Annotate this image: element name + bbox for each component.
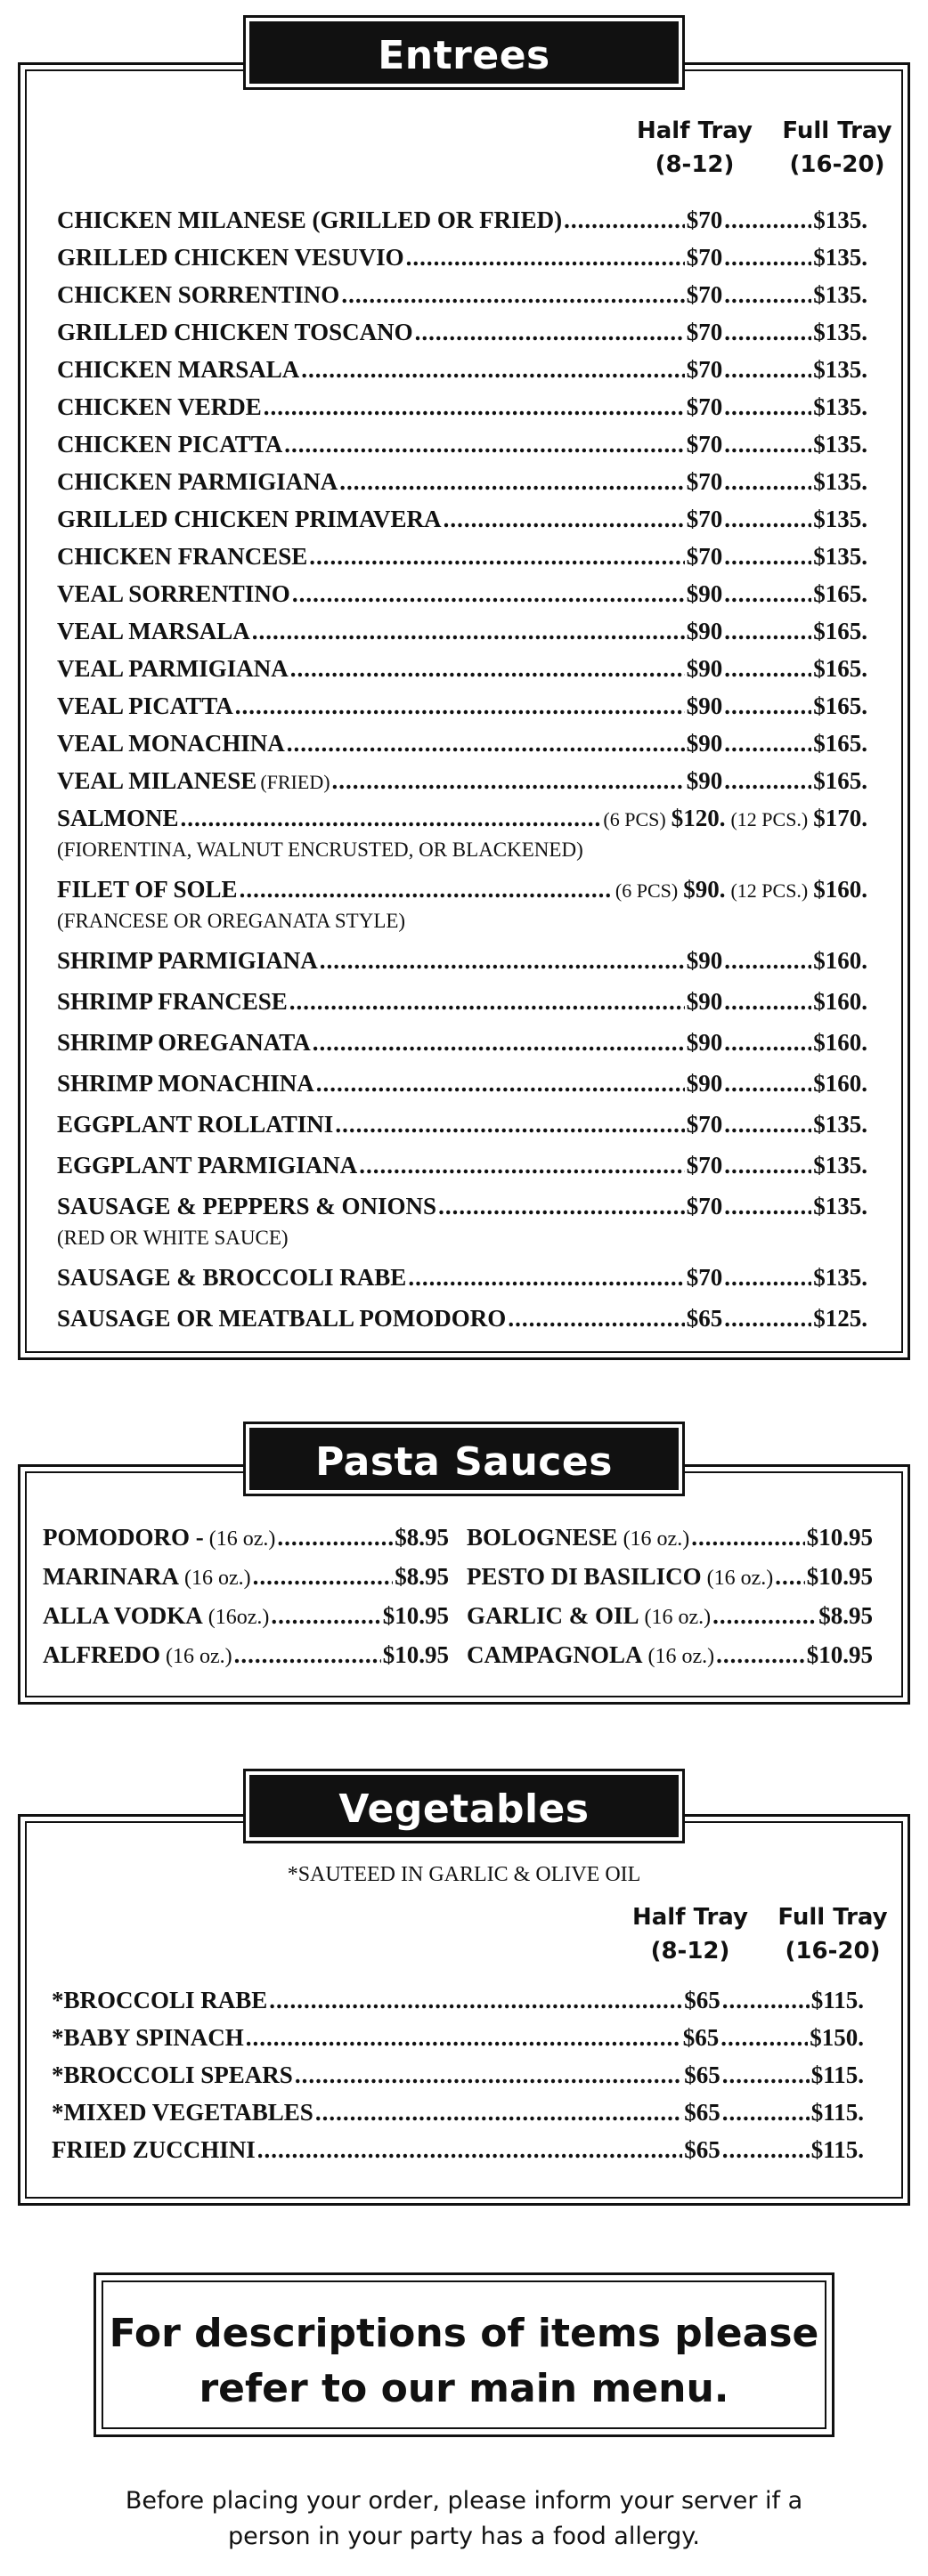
item-name: CHICKEN PICATTA — [57, 431, 283, 458]
sauce-item-row — [467, 1602, 873, 1636]
pasta-sauces-title: Pasta Sauces — [246, 1424, 682, 1494]
menu-item-row — [52, 2136, 864, 2170]
half-tray-price: $70 — [686, 543, 723, 570]
menu-item-row — [57, 580, 867, 614]
full-tray-price: $115. — [810, 2099, 864, 2126]
sauce-price: $10.95 — [806, 1524, 873, 1551]
half-tray-price: $65 — [684, 1987, 720, 2013]
dot-leader — [246, 2024, 681, 2052]
sauce-item-row — [43, 1563, 449, 1597]
dot-leader — [289, 988, 685, 1016]
menu-item-row — [57, 1029, 867, 1063]
sauce-size: (16oz.) — [208, 1606, 270, 1629]
dot-leader — [335, 1111, 684, 1138]
menu-item-row — [57, 281, 867, 315]
sauce-price: $8.95 — [395, 1524, 449, 1551]
half-tray-price: $70 — [686, 1264, 723, 1291]
menu-item-row — [57, 1152, 867, 1186]
entrees-half-tray-header: Half Tray (8-12) — [637, 117, 753, 178]
full-tray-price: $135. — [813, 543, 867, 570]
dot-leader — [234, 1641, 381, 1669]
item-name: VEAL MARSALA — [57, 618, 250, 644]
dot-leader — [181, 805, 600, 832]
sauce-item-row — [43, 1602, 449, 1636]
half-tray-price: $70 — [686, 356, 723, 383]
dot-leader — [415, 319, 685, 346]
dot-leader — [720, 2024, 808, 2052]
half-tray-price: $70 — [686, 1152, 723, 1179]
half-tray-price: $70 — [686, 281, 723, 308]
menu-item-row — [57, 356, 867, 390]
dot-leader — [290, 655, 685, 683]
item-name: VEAL SORRENTINO — [57, 580, 290, 607]
dot-leader — [724, 468, 811, 496]
dot-leader — [722, 2062, 810, 2089]
menu-item-row — [57, 947, 867, 981]
full-tray-price: $135. — [813, 207, 867, 233]
full-tray-price: $160. — [813, 1070, 867, 1097]
half-tray-price: $70 — [686, 1111, 723, 1138]
menu-item-row — [57, 431, 867, 465]
dot-leader — [309, 543, 684, 571]
menu-item-row — [57, 543, 867, 577]
description-notice: For descriptions of items please refer to our main menu. — [109, 2311, 819, 2411]
full-tray-price: $170. — [813, 805, 867, 831]
full-tray-price: $160. — [813, 947, 867, 974]
half-tray-price: $90 — [686, 693, 723, 719]
half-tray-price: $65 — [684, 2099, 720, 2126]
full-tray-price: $160. — [813, 876, 867, 903]
full-tray-price: $150. — [810, 2024, 864, 2051]
dot-leader — [724, 1152, 811, 1179]
dot-leader — [257, 2136, 682, 2164]
full-tray-price: $135. — [813, 281, 867, 308]
item-name: GRILLED CHICKEN TOSCANO — [57, 319, 413, 345]
dot-leader — [724, 767, 811, 795]
dot-leader — [724, 580, 811, 608]
half-tray-price: $90 — [686, 618, 723, 644]
dot-leader — [724, 1111, 811, 1138]
half-tray-price: $70 — [686, 393, 723, 420]
sauce-price: $10.95 — [382, 1602, 449, 1629]
dot-leader — [295, 2062, 682, 2089]
menu-item-row — [57, 1070, 867, 1104]
dot-leader — [724, 543, 811, 571]
half-tray-price: $70 — [686, 1193, 723, 1219]
dot-leader — [724, 947, 811, 975]
half-tray-price: $70 — [686, 431, 723, 458]
dot-leader — [253, 1563, 394, 1591]
item-name: SALMONE — [57, 805, 179, 831]
item-name: VEAL PICATTA — [57, 693, 233, 719]
half-tray-price: $90 — [686, 1070, 723, 1097]
full-tray-price: $135. — [813, 393, 867, 420]
item-name: FILET OF SOLE — [57, 876, 238, 903]
full-tray-price: $165. — [813, 580, 867, 607]
half-tray-pieces: (6 PCS) — [603, 808, 666, 830]
dot-leader — [508, 1305, 684, 1333]
dot-leader — [724, 244, 811, 271]
dot-leader — [724, 693, 811, 720]
half-tray-price: $70 — [686, 468, 723, 495]
half-tray-price: $70 — [686, 207, 723, 233]
full-tray-price: $135. — [813, 1193, 867, 1219]
menu-item-row — [57, 1305, 867, 1339]
item-name: CHICKEN SORRENTINO — [57, 281, 340, 308]
dot-leader — [269, 1987, 682, 2014]
item-name: VEAL MILANESE — [57, 767, 257, 794]
item-name: SAUSAGE OR MEATBALL POMODORO — [57, 1305, 507, 1332]
dot-leader — [252, 618, 685, 645]
dot-leader — [724, 393, 811, 421]
menu-item-row — [57, 767, 867, 801]
dot-leader — [316, 1070, 685, 1098]
dot-leader — [301, 356, 684, 384]
sauce-name: GARLIC & OIL — [467, 1602, 639, 1629]
menu-item-row — [57, 244, 867, 278]
half-tray-price: $90 — [686, 1029, 723, 1056]
half-tray-price: $65 — [684, 2136, 720, 2163]
item-name: VEAL MONACHINA — [57, 730, 285, 757]
dot-leader — [235, 693, 685, 720]
menu-item-row — [57, 1264, 867, 1298]
dot-leader — [724, 319, 811, 346]
dot-leader — [313, 1029, 685, 1057]
item-name: FRIED ZUCCHINI — [52, 2136, 256, 2163]
sauce-price: $10.95 — [806, 1641, 873, 1668]
sauce-name: CAMPAGNOLA — [467, 1641, 643, 1668]
menu-item-row — [57, 693, 867, 726]
menu-item-row — [57, 988, 867, 1022]
sauce-price: $10.95 — [382, 1641, 449, 1668]
menu-item-row — [57, 319, 867, 352]
dot-leader — [320, 947, 685, 975]
item-name: SAUSAGE & PEPPERS & ONIONS — [57, 1193, 437, 1219]
sauce-name: ALLA VODKA — [43, 1602, 203, 1629]
item-name: EGGPLANT PARMIGIANA — [57, 1152, 358, 1179]
dot-leader — [724, 281, 811, 309]
menu-item-row — [57, 506, 867, 539]
item-name: SHRIMP PARMIGIANA — [57, 947, 318, 974]
menu-item-row — [57, 618, 867, 652]
item-name: SHRIMP OREGANATA — [57, 1029, 311, 1056]
full-tray-price: $135. — [813, 244, 867, 271]
menu-item-row — [57, 393, 867, 427]
dot-leader — [712, 1602, 817, 1630]
vegetables-half-tray-header: Half Tray (8-12) — [632, 1904, 748, 1964]
full-tray-price: $115. — [810, 1987, 864, 2013]
menu-item-row — [52, 2099, 864, 2133]
full-tray-price: $160. — [813, 988, 867, 1015]
menu-item-row — [57, 805, 867, 838]
description-notice-box — [94, 2272, 834, 2437]
half-tray-price: $90 — [686, 767, 723, 794]
vegetables-title: Vegetables — [246, 1771, 682, 1841]
sauce-item-row — [467, 1563, 873, 1597]
sauce-size: (16 oz.) — [208, 1527, 276, 1551]
half-tray-pieces: (6 PCS) — [615, 879, 679, 902]
full-tray-price: $135. — [813, 1111, 867, 1138]
menu-item-row — [52, 1987, 864, 2021]
half-tray-price: $90 — [686, 580, 723, 607]
dot-leader — [722, 2136, 810, 2164]
dot-leader — [722, 1987, 810, 2014]
dot-leader — [724, 431, 811, 458]
item-name: CHICKEN MARSALA — [57, 356, 300, 383]
full-tray-price: $135. — [813, 506, 867, 532]
sauce-name: POMODORO - — [43, 1524, 204, 1551]
dot-leader — [406, 244, 685, 271]
dot-leader — [724, 1029, 811, 1057]
dot-leader — [724, 655, 811, 683]
dot-leader — [240, 876, 612, 903]
dot-leader — [724, 730, 811, 757]
full-tray-pieces: (12 PCS.) — [730, 879, 809, 902]
item-name: *BABY SPINACH — [52, 2024, 244, 2051]
menu-item-row — [57, 876, 867, 910]
dot-leader — [264, 393, 685, 421]
sauce-name: MARINARA — [43, 1563, 179, 1590]
dot-leader — [292, 580, 685, 608]
item-name: GRILLED CHICKEN VESUVIO — [57, 244, 404, 271]
dot-leader — [438, 1193, 685, 1220]
full-tray-price: $165. — [813, 655, 867, 682]
sauce-size: (16 oz.) — [647, 1645, 715, 1668]
dot-leader — [341, 281, 684, 309]
sauce-name: ALFREDO — [43, 1641, 161, 1668]
half-tray-price: $70 — [686, 319, 723, 345]
dot-leader — [691, 1524, 805, 1551]
dot-leader — [724, 1264, 811, 1292]
sauce-name: BOLOGNESE — [467, 1524, 618, 1551]
entrees-title: Entrees — [246, 18, 682, 87]
sauce-size: (16 oz.) — [166, 1645, 232, 1668]
full-tray-price: $160. — [813, 1029, 867, 1056]
dot-leader — [315, 2099, 682, 2126]
dot-leader — [724, 1070, 811, 1098]
allergy-notice: Before placing your order, please inform your server if a person in your party has a food allergy. — [125, 2487, 803, 2550]
menu-item-row — [57, 1193, 867, 1227]
dot-leader — [277, 1524, 393, 1551]
full-tray-price: $115. — [810, 2062, 864, 2088]
full-tray-price: $165. — [813, 618, 867, 644]
half-tray-price: $90. — [683, 876, 726, 903]
half-tray-price: $70 — [686, 244, 723, 271]
item-name: CHICKEN MILANESE (GRILLED OR FRIED) — [57, 207, 563, 233]
menu-item-row — [57, 730, 867, 764]
sauce-price: $8.95 — [395, 1563, 449, 1590]
item-note: (FRIED) — [260, 771, 330, 793]
menu-item-row — [52, 2062, 864, 2095]
entrees-full-tray-header: Full Tray (16-20) — [782, 117, 892, 178]
half-tray-price: $65 — [682, 2024, 720, 2051]
full-tray-price: $135. — [813, 1152, 867, 1179]
dot-leader — [284, 431, 684, 458]
sauce-size: (16 oz.) — [706, 1567, 774, 1590]
half-tray-price: $90 — [686, 655, 723, 682]
item-name: CHICKEN VERDE — [57, 393, 262, 420]
dot-leader — [332, 767, 685, 795]
item-subtitle: (FIORENTINA, WALNUT ENCRUSTED, OR BLACKENED) — [57, 838, 583, 861]
full-tray-price: $135. — [813, 319, 867, 345]
half-tray-price: $65 — [684, 2062, 720, 2088]
full-tray-price: $165. — [813, 693, 867, 719]
dot-leader — [408, 1264, 684, 1292]
half-tray-price: $65 — [686, 1305, 723, 1332]
sauce-price: $10.95 — [806, 1563, 873, 1590]
sauce-price: $8.95 — [818, 1602, 873, 1629]
item-name: SHRIMP MONACHINA — [57, 1070, 314, 1097]
dot-leader — [359, 1152, 684, 1179]
item-name: VEAL PARMIGIANA — [57, 655, 289, 682]
sauce-item-row — [467, 1524, 873, 1558]
item-name: SAUSAGE & BROCCOLI RABE — [57, 1264, 407, 1291]
sauce-name: PESTO DI BASILICO — [467, 1563, 702, 1590]
dot-leader — [716, 1641, 805, 1669]
sauce-size: (16 oz.) — [183, 1567, 251, 1590]
dot-leader — [287, 730, 685, 757]
dot-leader — [722, 2099, 810, 2126]
dot-leader — [564, 207, 685, 234]
full-tray-price: $135. — [813, 1264, 867, 1291]
half-tray-price: $120. — [671, 805, 726, 831]
full-tray-price: $165. — [813, 730, 867, 757]
dot-leader — [339, 468, 685, 496]
dot-leader — [724, 506, 811, 533]
menu-item-row — [52, 2024, 864, 2058]
full-tray-price: $115. — [810, 2136, 864, 2163]
dot-leader — [271, 1602, 380, 1630]
sauce-size: (16 oz.) — [644, 1606, 712, 1629]
item-subtitle: (FRANCESE OR OREGANATA STYLE) — [57, 910, 406, 932]
menu-item-row — [57, 655, 867, 689]
half-tray-price: $70 — [686, 506, 723, 532]
dot-leader — [724, 618, 811, 645]
sauce-item-row — [43, 1641, 449, 1675]
full-tray-price: $135. — [813, 356, 867, 383]
sauce-item-row — [43, 1524, 449, 1558]
full-tray-price: $135. — [813, 431, 867, 458]
vegetables-note: *SAUTEED IN GARLIC & OLIVE OIL — [287, 1863, 641, 1886]
item-name: *MIXED VEGETABLES — [52, 2099, 313, 2126]
item-name: *BROCCOLI RABE — [52, 1987, 268, 2013]
half-tray-price: $90 — [686, 730, 723, 757]
full-tray-price: $135. — [813, 468, 867, 495]
half-tray-price: $90 — [686, 988, 723, 1015]
item-name: *BROCCOLI SPEARS — [52, 2062, 293, 2088]
item-name: EGGPLANT ROLLATINI — [57, 1111, 334, 1138]
item-subtitle: (RED OR WHITE SAUCE) — [57, 1227, 289, 1249]
dot-leader — [724, 207, 811, 234]
item-name: SHRIMP FRANCESE — [57, 988, 288, 1015]
full-tray-price: $125. — [813, 1305, 867, 1332]
dot-leader — [724, 356, 811, 384]
dot-leader — [724, 1305, 811, 1333]
dot-leader — [724, 988, 811, 1016]
full-tray-pieces: (12 PCS.) — [730, 808, 809, 830]
item-name: GRILLED CHICKEN PRIMAVERA — [57, 506, 442, 532]
item-name: CHICKEN FRANCESE — [57, 543, 308, 570]
item-name: CHICKEN PARMIGIANA — [57, 468, 338, 495]
dot-leader — [444, 506, 685, 533]
menu-item-row — [57, 207, 867, 240]
sauce-item-row — [467, 1641, 873, 1675]
dot-leader — [775, 1563, 805, 1591]
half-tray-price: $90 — [686, 947, 723, 974]
menu-item-row — [57, 1111, 867, 1145]
vegetables-full-tray-header: Full Tray (16-20) — [777, 1904, 888, 1964]
dot-leader — [724, 1193, 811, 1220]
sauce-size: (16 oz.) — [623, 1527, 690, 1551]
menu-item-row — [57, 468, 867, 502]
full-tray-price: $165. — [813, 767, 867, 794]
